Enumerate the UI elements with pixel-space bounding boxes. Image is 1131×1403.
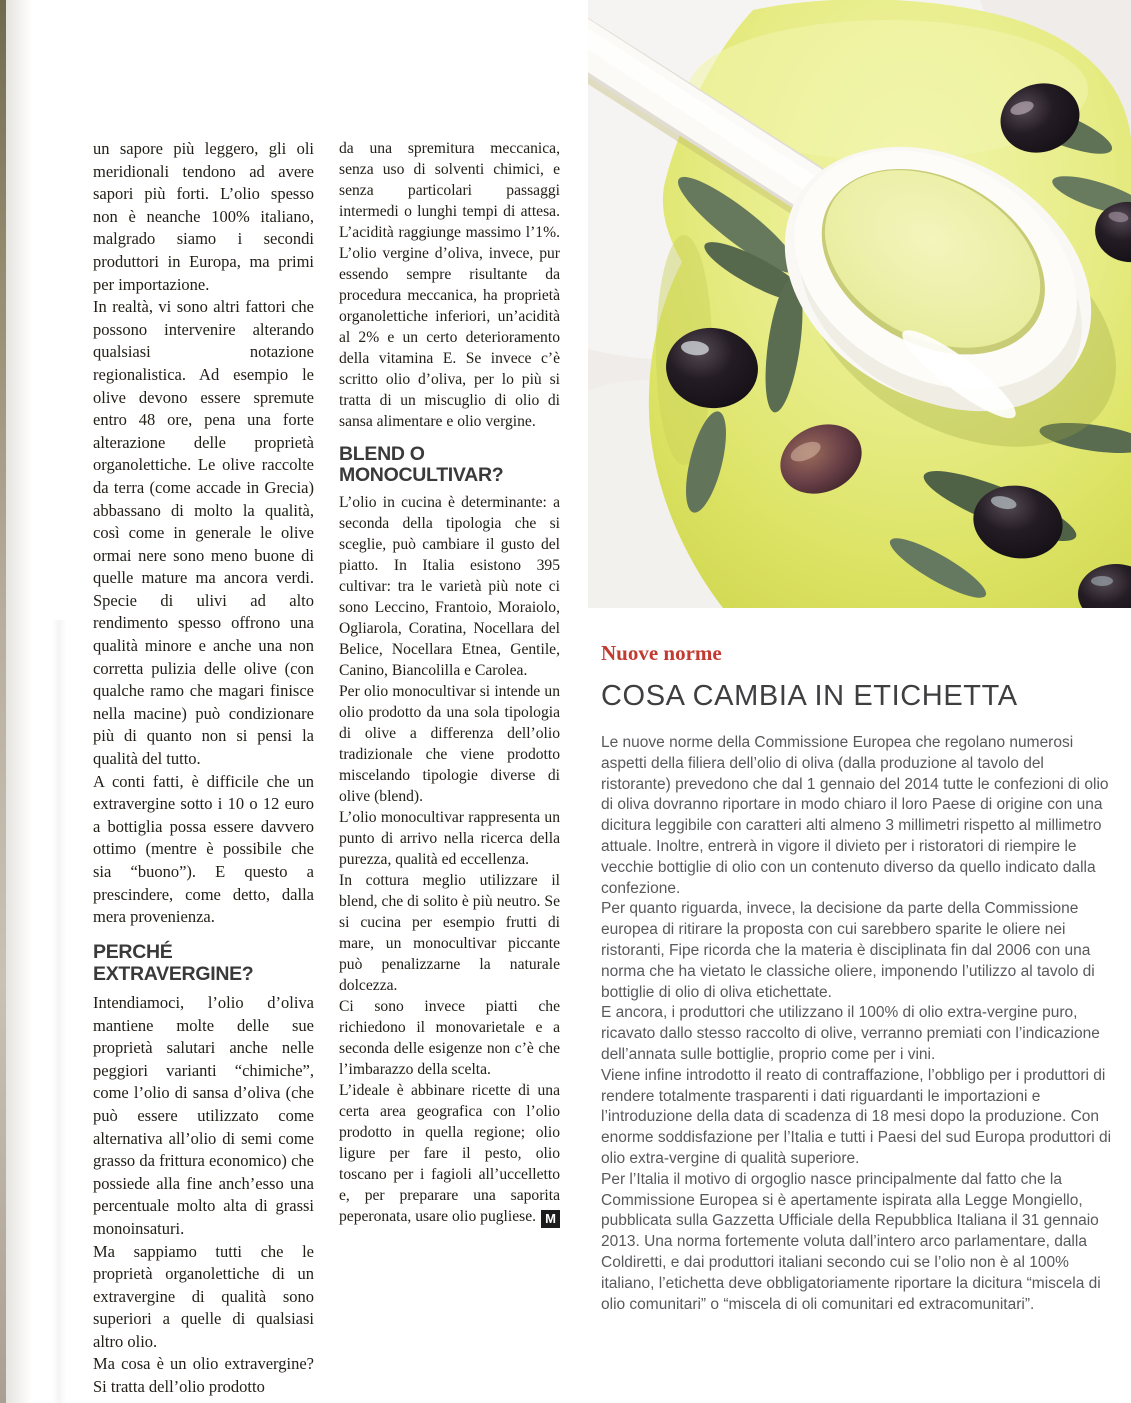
page-crease [52,620,66,1403]
paragraph: L’ideale è abbinare ricette di una certa area geografica con l’olio prodotto in quella regione; olio ligure per fare il pesto, olio toscano per i fagioli all’uccelletto e, per preparare una saporita peperonata, usare olio pugliese. [339,1082,560,1225]
paragraph: Intendiamoci, l’olio d’oliva mantiene molte delle sue proprietà salutari anche nelle peggiori varianti “chimiche”, come l’olio di sansa d’oliva (che può essere utilizzato come alternativa all’olio di semi come grasso da frittura economico) che possiede alla fine anch’esso una percentuale molto alta di grassi monoinsaturi. [93,992,314,1238]
olive-oil-photo [588,0,1131,608]
sidebar-body [601,733,1117,1315]
sidebar-nuove-norme [601,641,1117,1315]
section-heading-blend-o-monocultivar: BLEND O MONOCULTIVAR? [339,443,504,486]
article-column-1 [93,138,314,1399]
section-heading-perche-extravergine: PERCHÉ EXTRAVERGINE? [93,940,254,986]
sidebar-headline: COSA CAMBIA IN ETICHETTA [601,680,1018,712]
paragraph: un sapore più leggero, gli oli meridionali tendono ad avere sapori più forti. L’olio spesso non è neanche 100% italiano, malgrado siamo i secondi produttori in Europa, ma primi per importazione. [93,139,314,294]
paragraph: da una spremitura meccanica, senza uso di solventi chimici, e senza particolari passaggi intermedi o lunghi tempi di attesa. L’acidità raggiunge massimo l’1%. L’olio vergine d’oliva, invece, pur essendo sempre risultante da procedura meccanica, ha proprietà organolettiche inferiori, un’acidità al 2% e un certo deterioramento della vitamina E. Se invece c’è scritto olio d’oliva, per lo più si tratta di un miscuglio di olio di sansa alimentare e olio vergine. [339,140,560,430]
paragraph: Ci sono invece piatti che richiedono il monovarietale e a seconda delle esigenze non c’è che l’imbarazzo della scelta. [339,998,560,1078]
paragraph: Per l’Italia il motivo di orgoglio nasce principalmente dal fatto che la Commissione Europea si è apertamente ispirata alla Legge Mongiello, pubblicata sulla Gazzetta Ufficiale della Repubblica Italiana il 31 gennaio 2013. Una norma fortemente voluta dall’intero arco parlamentare, dalla Coldiretti, e dai produttori italiani secondo cui se l’olio non è al 100% italiano, l’etichetta deve obbligatoriamente riportare la dicitura “miscela di olio comunitari” o “miscela di oli comunitari ed extracomunitari”. [601,1170,1101,1313]
paragraph: In cottura meglio utilizzare il blend, che di solito è più neutro. Se si cucina per esempio frutti di mare, un monocultivar piccante può penalizzarne la naturale dolcezza. [339,872,560,994]
olive-oil-photo-illustration [588,0,1131,608]
paragraph: In realtà, vi sono altri fattori che possono intervenire alterando qualsiasi notazione regionalistica. Ad esempio le olive devono essere spremute entro 48 ore, pena una forte alterazione delle proprietà organolettiche. Le olive raccolte da terra (come accade in Grecia) abbassano di molto la qualità, così come in generale le olive ormai nere sono meno buone di quelle mature ma ancora verdi. Specie di ulivi ad alto rendimento spesso offrono una qualità minore e anche una non corretta pulizia delle olive (con qualche ramo che magari finisce nella macine) può condizionare più di quanto non si pensi la qualità del tutto. [93,297,314,769]
paragraph: Per quanto riguarda, invece, la decisione da parte della Commissione europea di ritirare la proposta con cui sarebbero sparite le oliere nei ristoranti, Fipe ricorda che la materia è disciplinata fin dal 2006 con una norma che ha vietato le classiche oliere, imponendo l’utilizzo al tavolo di bottiglie di olio di oliva etichettate. [601,900,1095,1001]
paragraph: L’olio monocultivar rappresenta un punto di arrivo nella ricerca della purezza, qualità ed eccellenza. [339,809,560,868]
paragraph: Per olio monocultivar si intende un olio prodotto da una sola tipologia di olive a differenza dell’olio tradizionale che viene prodotto miscelando tipologie diverse di olive (blend). [339,683,560,805]
paragraph: Ma sappiamo tutti che le proprietà organolettiche di un extravergine di qualità sono superiori a quelle di qualsiasi altro olio. [93,1241,314,1351]
paragraph: E ancora, i produttori che utilizzano il 100% di olio extra-vergine puro, ricavato dallo stesso raccolto di olive, verranno premiati con l’indicazione dell’annata sulle bottiglie, proprio come per i vini. [601,1004,1100,1063]
sidebar-kicker: Nuove norme [601,641,722,665]
paragraph: Viene infine introdotto il reato di contraffazione, l’obbligo per i produttori di rendere totalmente trasparenti i dati riguardanti le importazioni e l’introduzione della data di scadenza di 18 mesi dopo la produzione. Con enorme soddisfazione per l’Italia e tutti i Paesi del sud Europa produttori di olio extra-vergine di qualità superiore. [601,1066,1112,1167]
end-of-article-mark: M [541,1210,560,1228]
article-column-2 [339,138,560,1226]
paragraph: A conti fatti, è difficile che un extravergine sotto i 10 o 12 euro a bottiglia possa essere davvero ottimo (mentre è possibile che sia “buono”). E questo a prescindere, come detto, dalla mera provenienza. [93,771,314,927]
page-spine-shadow [6,0,32,1403]
paragraph: L’olio in cucina è determinante: a seconda della tipologia che si sceglie, può cambiare il gusto del piatto. In Italia esistono 395 cultivar: tra le varietà più note ci sono Leccino, Frantoio, Moraiolo, Ogliarola, Coratina, Nocellara del Belice, Nocellara Etnea, Gentile, Canino, Biancolilla e Carolea. [339,494,560,679]
paragraph: Ma cosa è un olio extravergine? Si tratta dell’olio prodotto [93,1354,314,1397]
paragraph: Le nuove norme della Commissione Europea che regolano numerosi aspetti della filiera dell’olio di oliva (dalla produzione al tavolo del ristorante) prevedono che dal 1 gennaio del 2014 tutte le confezioni di olio di oliva dovranno riportare in modo chiaro il loro Paese di origine con una dicitura leggibile con caratteri alti almeno 3 millimetri rispetto al millimetro attuale. Inoltre, entrerà in vigore il divieto per i ristoratori di riempire le vecchie bottiglie di olio con un contenuto diverso da quello indicato dalla confezione. [601,734,1109,897]
